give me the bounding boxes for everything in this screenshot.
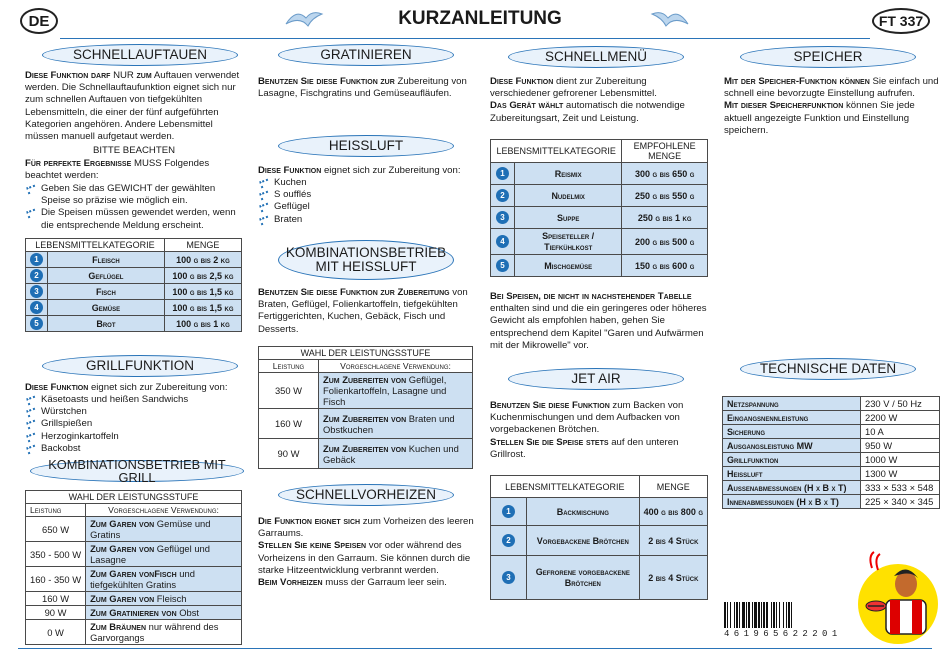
table-row: Sicherung 10 A <box>723 425 940 439</box>
table-row: Netzspannung 230 V / 50 Hz <box>723 397 940 411</box>
table-header: LEBENSMITTELKATEGORIE <box>491 140 622 163</box>
grill-bullets <box>25 394 243 455</box>
table-header: WAHL DER LEISTUNGSSTUFE <box>259 347 473 360</box>
kombiheiss-text: Benutzen Sie diese Funktion zur Zubereitung von Braten, Geflügel, Folienkartoffeln, tiefgekühlten Fertiggerichten, Kuchen, Gebäck, Fisch und Desserts. <box>258 287 468 335</box>
table-row: 3 Suppe 250 g bis 1 kg <box>491 207 708 229</box>
table-row: 350 W Zum Zubereiten von Geflügel, Folienkartoffeln, Lasagne und Fisch <box>259 373 473 409</box>
section-title-heissluft: HEISSLUFT <box>278 135 454 157</box>
tech-table <box>722 396 940 509</box>
table-row: 90 W Zum Zubereiten von Kuchen und Gebäck <box>259 439 473 469</box>
barcode-number: 4 6 1 9 6 5 6 2 2 2 0 1 <box>724 629 837 639</box>
list-item: Braten <box>258 214 474 226</box>
table-row: 90 W Zum Gratinieren von Obst <box>26 606 242 620</box>
list-item: Die Speisen müssen gewendet werden, wenn die entsprechende Meldung erscheint. <box>25 207 243 231</box>
section-title-vorheizen: SCHNELLVORHEIZEN <box>278 484 454 506</box>
table-row: 3 Gefrorene vorgebackene Brötchen 2 bis 4 Stück <box>491 556 708 600</box>
auftauen-text-2: Für perfekte Ergebnisse MUSS Folgendes beachtet werden: <box>25 158 210 182</box>
auftauen-bullets <box>25 183 243 232</box>
list-item: Backobst <box>25 443 243 455</box>
section-title-menu: SCHNELLMENÜ <box>508 46 684 68</box>
list-item: Grillspießen <box>25 418 243 430</box>
logo-icon-right <box>648 6 692 30</box>
table-header: Leistung <box>26 504 86 517</box>
kombiheiss-table <box>258 346 473 469</box>
table-header: MENGE <box>164 239 241 252</box>
table-row: 4 Speiseteller / Tiefkühlkost 200 g bis 500 g <box>491 229 708 255</box>
table-row: 650 W Zum Garen von Gemüse und Gratins <box>26 517 242 542</box>
table-header: EMPFOHLENE MENGE <box>622 140 708 163</box>
table-row: 2 Nudelmix 250 g bis 550 g <box>491 185 708 207</box>
table-row: 4 Gemüse 100 g bis 1,5 kg <box>26 300 242 316</box>
table-row: 1 Reismix 300 g bis 650 g <box>491 163 708 185</box>
table-row: Eingangsnennleistung 2200 W <box>723 411 940 425</box>
table-row: 3 Fisch 100 g bis 1,5 kg <box>26 284 242 300</box>
section-title-jetair: JET AIR <box>508 368 684 390</box>
heissluft-text: Diese Funktion eignet sich zur Zubereitung von: <box>258 165 461 176</box>
section-title-auftauen: SCHNELLAUFTAUEN <box>42 44 238 66</box>
grill-text: Diese Funktion eignet sich zur Zubereitung von: <box>25 382 228 393</box>
logo-icon <box>282 6 326 30</box>
table-row: 5 Brot 100 g bis 1 kg <box>26 316 242 332</box>
table-row: Ausgangsleistung MW 950 W <box>723 439 940 453</box>
table-header: Vorgeschlagene Verwendung: <box>86 504 242 517</box>
list-item: Geben Sie das GEWICHT der gewählten Speise so präzise wie möglich ein. <box>25 183 243 207</box>
model-badge: FT 337 <box>872 8 930 34</box>
table-row: 160 - 350 W Zum Garen vonFisch und tiefgekühlten Gratins <box>26 567 242 592</box>
jetair-text: Benutzen Sie diese Funktion zum Backen von Kuchenmischungen und dem Aufbacken von vorgebackenen Brötchen. Stellen Sie die Speise stets auf den unteren Grillrost. <box>490 400 684 460</box>
table-row: 350 - 500 W Zum Garen von Geflügel und Lasagne <box>26 542 242 567</box>
menu-table <box>490 139 708 277</box>
table-header: LEBENSMITTELKATEGORIE <box>26 239 165 252</box>
table-row: 5 Mischgemüse 150 g bis 600 g <box>491 255 708 277</box>
vorheizen-text: Die Funktion eignet sich zum Vorheizen des leeren Garraums. Stellen Sie keine Speisen vor oder während des Vorheizens in den Garraum. Sie können durch die starke Hitzeentwicklung verbrannt werden. Beim Vorheizen muss der Garraum leer sein. <box>258 516 474 589</box>
speicher-text: Mit der Speicher-Funktion können Sie einfach und schnell eine bevorzugte Einstellung aufrufen. Mit dieser Speicherfunktion können Sie jede aktuell angezeigte Funktion und Einstellung speichern. <box>724 76 939 136</box>
table-header: LEBENSMITTELKATEGORIE <box>491 476 640 498</box>
jetair-table <box>490 475 708 600</box>
page-title: KURZANLEITUNG <box>398 8 562 29</box>
table-row: 160 W Zum Zubereiten von Braten und Obstkuchen <box>259 409 473 439</box>
section-title-tech: TECHNISCHE DATEN <box>740 358 916 380</box>
bitte-beachten: BITTE BEACHTEN <box>92 145 176 156</box>
kombigrill-table <box>25 490 242 645</box>
chef-illustration-icon <box>850 548 942 648</box>
auftauen-text: Diese Funktion darf NUR zum Auftauen verwendet werden. Die Schnellauftaufunktion eignet sich nur zum schnellen Auftauen von tiefgekühlten Lebensmitteln, die einer der fünf aufgeführten Kategorien angehören. Andere Lebensmittel müssen manuell aufgetaut werden. <box>25 70 240 143</box>
list-item: Herzoginkartoffeln <box>25 431 243 443</box>
table-row: 1 Backmischung 400 g bis 800 g <box>491 498 708 526</box>
list-item: Würstchen <box>25 406 243 418</box>
menu-note: Bei Speisen, die nicht in nachstehender Tabelle enthalten sind und die ein geringeres oder höheres Gewicht als empfohlen haben, gehen Sie entsprechend dem Kapitel "Garen und Aufwärmen mit der Mikrowelle" vor. <box>490 291 707 351</box>
table-row: Innenabmessungen (H x B x T) 225 × 340 × 345 <box>723 495 940 509</box>
list-item: Kuchen <box>258 177 474 189</box>
table-row: 2 Geflügel 100 g bis 2,5 kg <box>26 268 242 284</box>
table-row: 2 Vorgebackene Brötchen 2 bis 4 Stück <box>491 526 708 556</box>
table-row: 160 W Zum Garen von Fleisch <box>26 592 242 606</box>
menu-text: Diese Funktion dient zur Zubereitung verschiedener gefrorener Lebensmittel. Das Gerät wählt automatisch die notwendige Zubereitungsart, Zeit und Leistung. <box>490 76 685 124</box>
section-title-kombiheiss: KOMBINATIONSBETRIEB MIT HEISSLUFT <box>278 240 454 280</box>
table-row: 0 W Zum Bräunen nur während des Garvorgangs <box>26 620 242 645</box>
list-item: Käsetoasts und heißen Sandwichs <box>25 394 243 406</box>
table-row: 1 Fleisch 100 g bis 2 kg <box>26 252 242 268</box>
table-row: Grillfunktion 1000 W <box>723 453 940 467</box>
table-header: Vorgeschlagene Verwendung: <box>319 360 473 373</box>
barcode-icon <box>724 602 840 628</box>
section-title-kombigrill: KOMBINATIONSBETRIEB MIT GRILL <box>30 460 244 482</box>
section-title-speicher: SPEICHER <box>740 46 916 68</box>
section-title-gratin: GRATINIEREN <box>278 44 454 66</box>
table-header: Leistung <box>259 360 319 373</box>
list-item: Geflügel <box>258 201 474 213</box>
table-row: Aussenabmessungen (H x B x T) 333 × 533 × 548 <box>723 481 940 495</box>
table-header: WAHL DER LEISTUNGSSTUFE <box>26 491 242 504</box>
table-row: Heissluft 1300 W <box>723 467 940 481</box>
gratin-text: Benutzen Sie diese Funktion zur Zubereitung von Lasagne, Fischgratins und Gemüseaufläufen. <box>258 76 467 100</box>
list-item: S oufflés <box>258 189 474 201</box>
section-title-grill: GRILLFUNKTION <box>42 355 238 377</box>
table-header: MENGE <box>639 476 707 498</box>
lang-badge: DE <box>20 8 58 34</box>
heissluft-bullets <box>258 177 474 226</box>
auftauen-table <box>25 238 242 332</box>
